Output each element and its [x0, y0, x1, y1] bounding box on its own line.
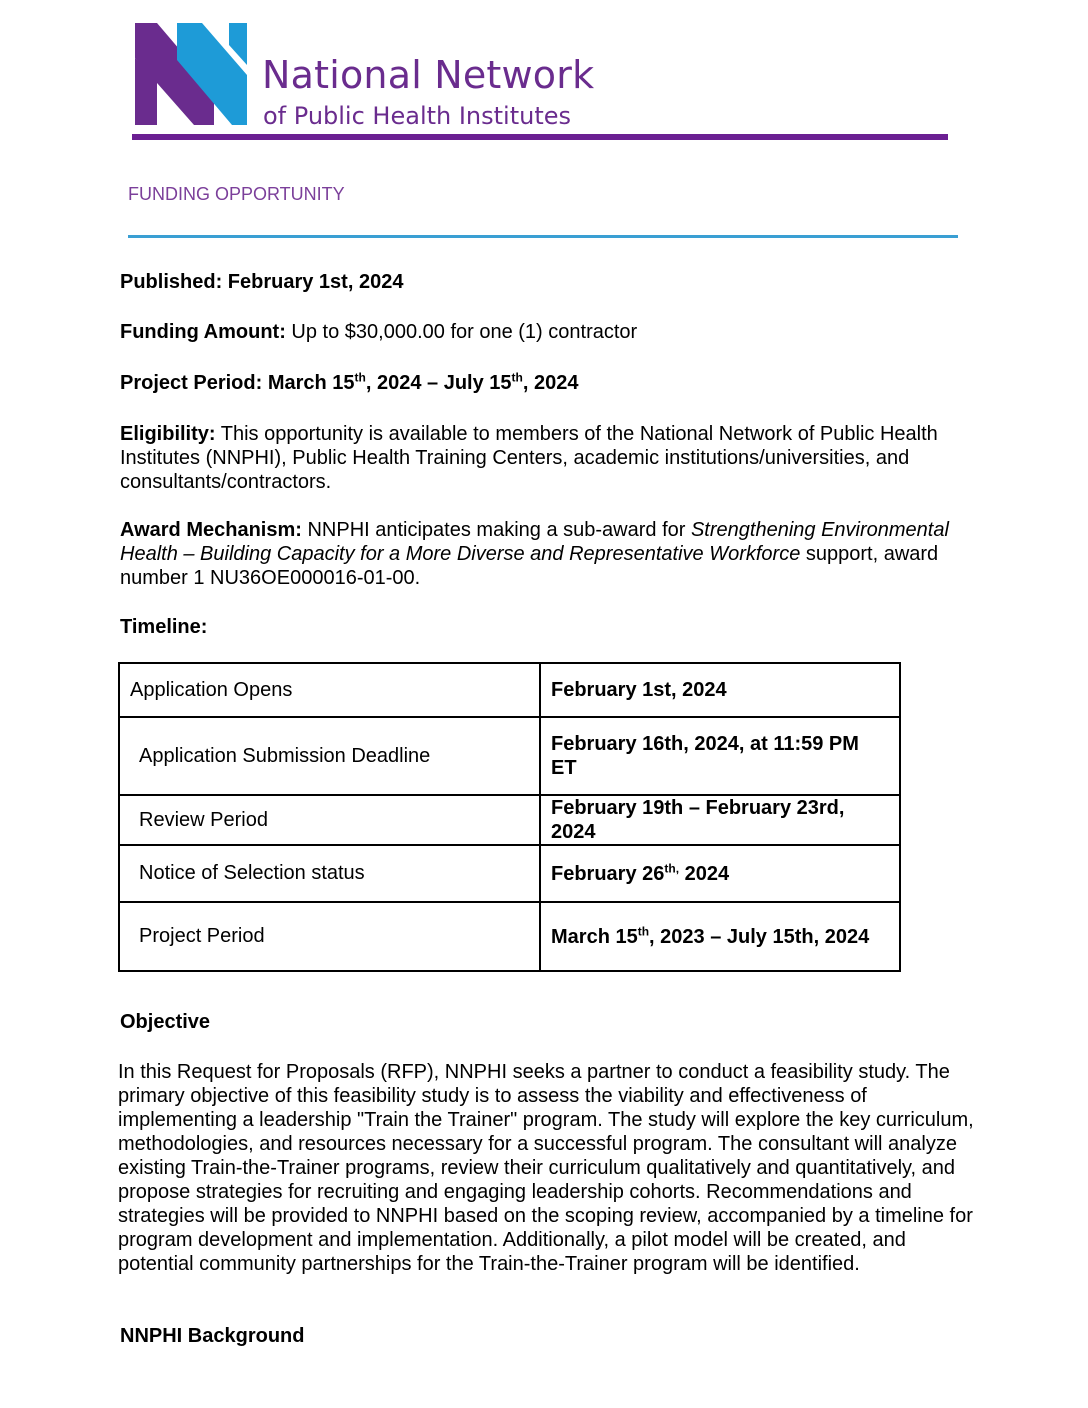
timeline-date-sup: th, — [664, 860, 680, 875]
eligibility-label: Eligibility: — [120, 423, 216, 445]
timeline-date-text: March 15 — [551, 925, 638, 948]
timeline-date: February 16th, 2024, at 11:59 PM ET — [540, 717, 900, 795]
timeline-row — [119, 845, 900, 902]
eligibility — [120, 422, 960, 494]
header-blue-rule — [128, 235, 958, 238]
award-mechanism-number: support, award number 1 NU36OE000016-01-00. — [120, 543, 939, 589]
timeline-date-sup: th — [637, 923, 650, 938]
project-period — [120, 371, 960, 395]
nnphi-logo — [132, 20, 952, 145]
nnphi-logo-mark — [132, 20, 257, 132]
timeline-row — [119, 663, 900, 717]
project-period-label: Project Period: March 15 — [120, 372, 355, 394]
timeline-date: February 1st, 2024 — [540, 663, 900, 717]
org-name-line1: National Network — [262, 53, 595, 97]
project-period-sup-start: th — [354, 370, 366, 385]
funding-amount-label: Funding Amount: — [120, 321, 286, 343]
timeline-date-year: 2024 — [679, 862, 730, 885]
award-mechanism-intro: NNPHI anticipates making a sub-award for — [301, 519, 691, 541]
timeline-date-text: February 26 — [551, 862, 665, 885]
timeline-date-end: , 2023 – July 15th, 2024 — [649, 925, 870, 948]
project-period-sup-end: th — [511, 370, 523, 385]
timeline-label: Application Submission Deadline — [119, 717, 540, 795]
published-date: Published: February 1st, 2024 — [120, 271, 404, 293]
timeline-label: Project Period — [119, 902, 540, 971]
timeline-label: Application Opens — [119, 663, 540, 717]
project-period-middle: , 2024 – July 15 — [365, 372, 512, 394]
project-period-year: , 2024 — [522, 372, 579, 394]
timeline-date — [540, 845, 900, 902]
timeline-label: Review Period — [119, 795, 540, 845]
award-mechanism — [120, 518, 960, 590]
timeline-table — [118, 662, 901, 972]
objective-text: In this Request for Proposals (RFP), NNPHI seeks a partner to conduct a feasibility study. The primary objective of this feasibility study is to assess the viability and effectiveness of implementing a leadership "Train the Trainer" program. The study will explore the key curriculum, methodologies, and resources necessary for a successful program. The consultant will analyze existing Train-the-Trainer programs, review their curriculum qualitatively and quantitatively, and propose strategies for recruiting and engaging leadership cohorts. Recommendations and strategies will be provided to NNPHI based on the scoping review, accompanied by a timeline for program development and implementation. Additionally, a pilot model will be created, and potential community partnerships for the Train-the-Trainer program will be identified. — [118, 1061, 974, 1275]
document-type-label: FUNDING OPPORTUNITY — [128, 184, 345, 204]
objective-heading: Objective — [120, 1011, 211, 1033]
timeline-row — [119, 795, 900, 845]
award-program-title: Strengthening Environmental Health – Building Capacity for a More Diverse and Representative Workforce — [120, 519, 949, 565]
award-mechanism-label: Award Mechanism: — [120, 519, 302, 541]
timeline-row — [119, 717, 900, 795]
timeline-date: February 19th – February 23rd, 2024 — [540, 795, 900, 845]
funding-amount — [120, 320, 960, 344]
eligibility-value: This opportunity is available to members of the National Network of Public Health Institutes (NNPHI), Public Health Training Centers, academic institutions/universities, and consultants/contractors. — [120, 423, 938, 493]
funding-amount-value: Up to $30,000.00 for one (1) contractor — [285, 321, 638, 343]
header-purple-rule — [132, 134, 948, 140]
timeline-row — [119, 902, 900, 971]
org-name-line2: of Public Health Institutes — [263, 102, 572, 130]
background-heading: NNPHI Background — [120, 1325, 305, 1347]
timeline-heading: Timeline: — [120, 616, 208, 638]
timeline-label: Notice of Selection status — [119, 845, 540, 902]
timeline-date — [540, 902, 900, 971]
